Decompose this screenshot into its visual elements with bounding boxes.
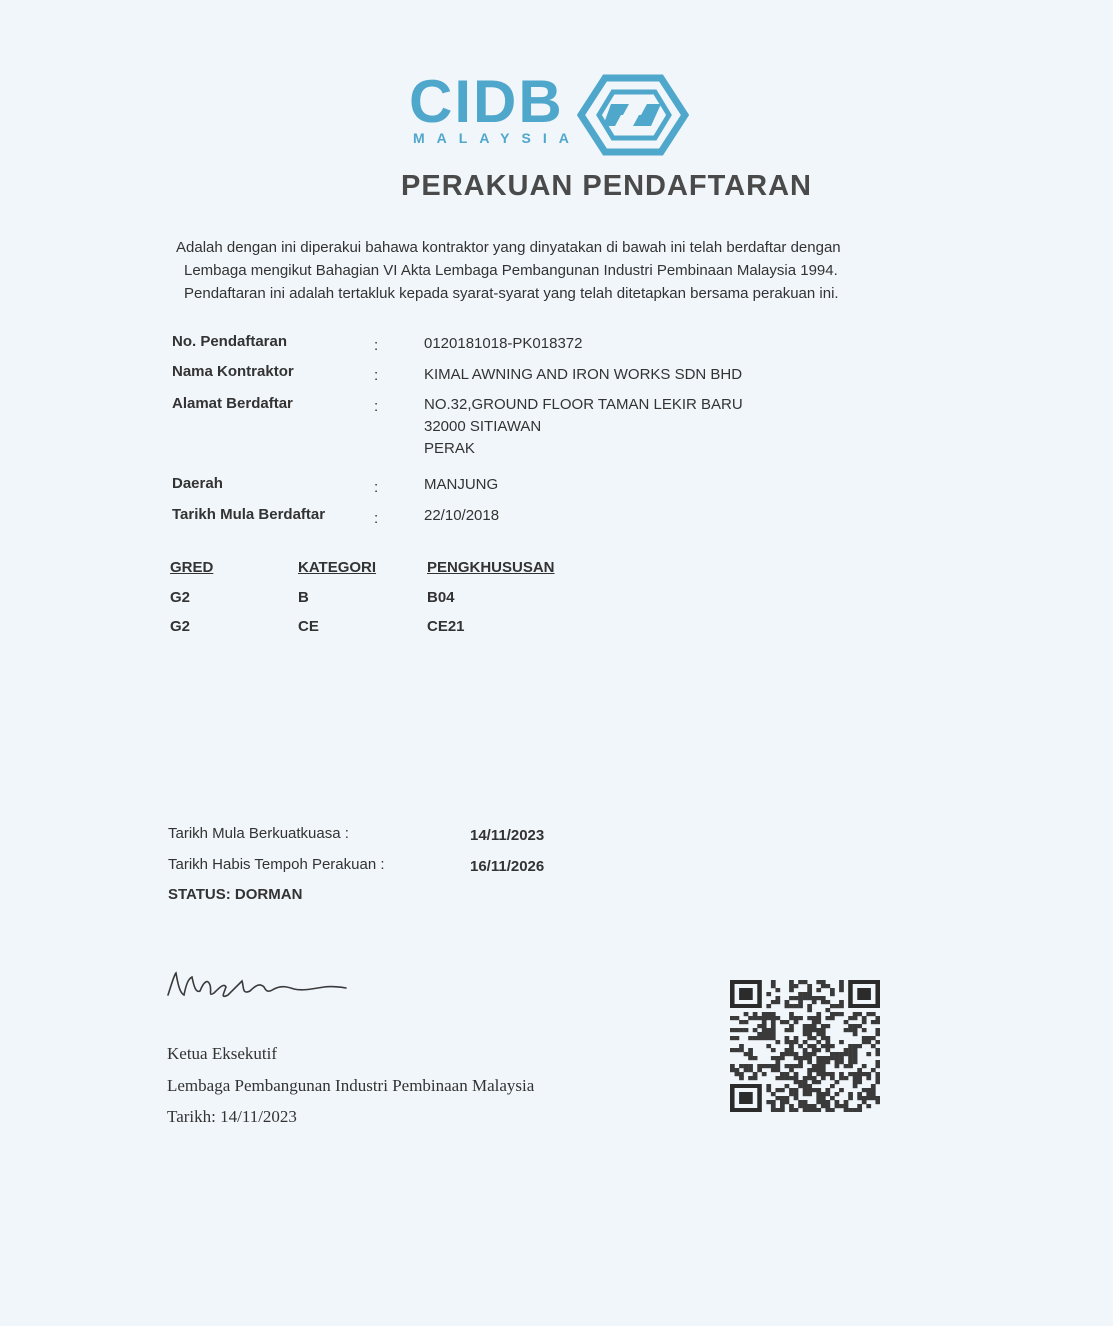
category-header: KATEGORI bbox=[298, 559, 377, 576]
intro-line: Adalah dengan ini diperakui bahawa kontraktor yang dinyatakan di bawah ini telah berdaftar dengan bbox=[176, 239, 841, 256]
status-text: STATUS: DORMAN bbox=[168, 886, 303, 903]
effective-date-label: Tarikh Mula Berkuatkuasa : bbox=[168, 825, 349, 842]
colon: : bbox=[374, 398, 379, 415]
reg-no-label: No. Pendaftaran bbox=[172, 333, 288, 350]
signatory-title: Ketua Eksekutif bbox=[167, 1044, 277, 1063]
table-cell-category: B bbox=[298, 589, 309, 606]
specialization-header: PENGKHUSUSAN bbox=[427, 559, 555, 576]
table-cell-grade: G2 bbox=[170, 589, 191, 606]
page-title: PERAKUAN PENDAFTARAN bbox=[401, 170, 812, 202]
effective-date-value: 14/11/2023 bbox=[470, 827, 545, 844]
address-line: NO.32,GROUND FLOOR TAMAN LEKIR BARU bbox=[424, 396, 743, 413]
expiry-date-value: 16/11/2026 bbox=[470, 858, 545, 875]
district-label: Daerah bbox=[172, 475, 223, 492]
intro-line: Lembaga mengikut Bahagian VI Akta Lembaga Pembangunan Industri Pembinaan Malaysia 1994. bbox=[184, 262, 838, 279]
district-value: MANJUNG bbox=[424, 476, 499, 493]
colon: : bbox=[374, 367, 379, 384]
intro-paragraph bbox=[176, 236, 936, 305]
logo-subtext: MALAYSIA bbox=[413, 130, 581, 146]
signatory-organization: Lembaga Pembangunan Industri Pembinaan Malaysia bbox=[167, 1076, 535, 1095]
colon: : bbox=[374, 479, 379, 496]
reg-no-value: 0120181018-PK018372 bbox=[424, 335, 583, 352]
signature-icon bbox=[162, 965, 352, 1005]
grade-header: GRED bbox=[170, 559, 214, 576]
contractor-name-label: Nama Kontraktor bbox=[172, 363, 294, 380]
table-cell-specialization: CE21 bbox=[427, 618, 465, 635]
cidb-logo bbox=[405, 68, 695, 158]
expiry-date-label: Tarikh Habis Tempoh Perakuan : bbox=[168, 856, 385, 873]
table-cell-grade: G2 bbox=[170, 618, 191, 635]
qr-code-icon bbox=[730, 980, 880, 1112]
signature-date: Tarikh: 14/11/2023 bbox=[167, 1107, 297, 1126]
intro-line: Pendaftaran ini adalah tertakluk kepada syarat-syarat yang telah ditetapkan bersama perakuan ini. bbox=[184, 285, 839, 302]
colon: : bbox=[374, 510, 379, 527]
logo-text: CIDB bbox=[409, 68, 564, 135]
table-cell-category: CE bbox=[298, 618, 319, 635]
contractor-name-value: KIMAL AWNING AND IRON WORKS SDN BHD bbox=[424, 366, 743, 383]
table-cell-specialization: B04 bbox=[427, 589, 455, 606]
start-date-value: 22/10/2018 bbox=[424, 507, 500, 524]
address-line: PERAK bbox=[424, 440, 475, 457]
address-value bbox=[424, 394, 743, 460]
address-line: 32000 SITIAWAN bbox=[424, 418, 542, 435]
address-label: Alamat Berdaftar bbox=[172, 395, 293, 412]
start-date-label: Tarikh Mula Berdaftar bbox=[172, 506, 326, 523]
colon: : bbox=[374, 337, 379, 354]
cidb-hexagon-logo-icon bbox=[577, 74, 689, 156]
